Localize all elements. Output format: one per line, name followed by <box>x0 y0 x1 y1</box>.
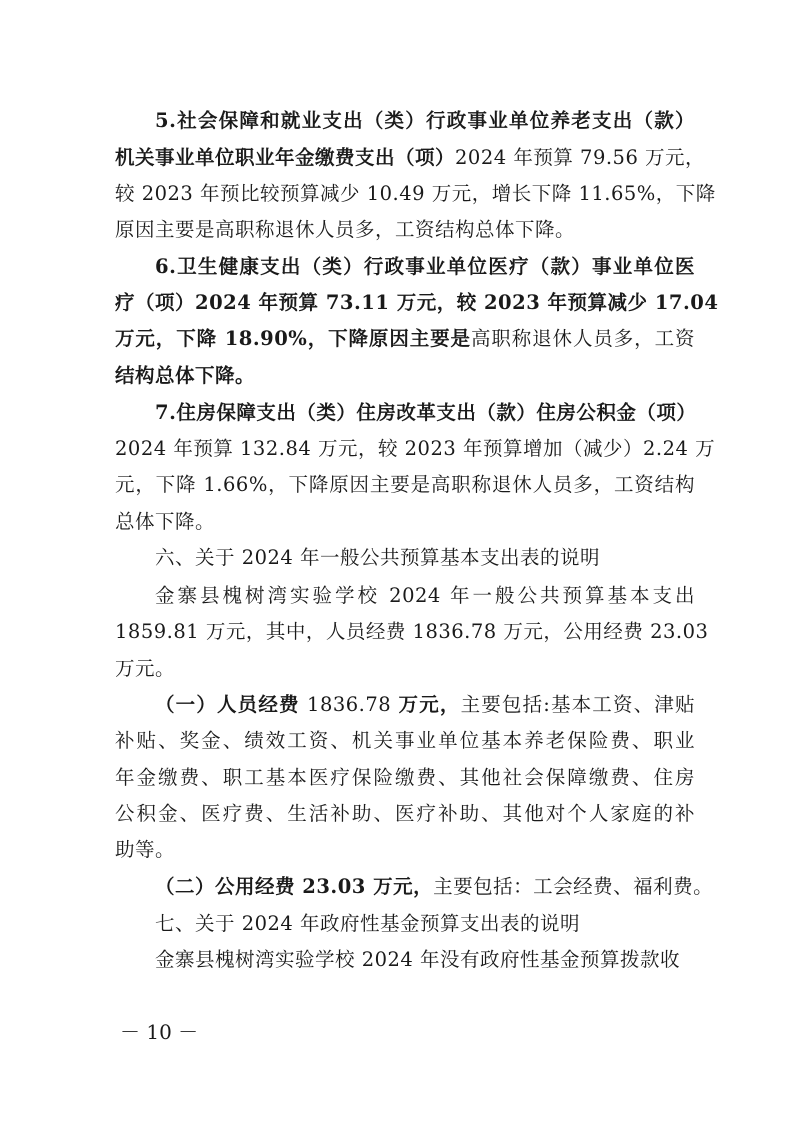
text-run: 2024 年预算 132.84 万元，较 2023 年预算增加（减少）2.24 万 <box>115 437 716 460</box>
bold-text-run: 7.住房保障支出（类）住房改革支出（款）住房公积金（项） <box>155 401 697 424</box>
bold-text-run: 6.卫生健康支出（类）行政事业单位医疗（款）事业单位医 <box>155 255 695 278</box>
text-run: 助等。 <box>115 838 176 861</box>
text-run: 较 2023 年预比较预算减少 10.49 万元，增长下降 11.65%，下降 <box>115 182 716 205</box>
text-line <box>115 433 716 465</box>
text-run: 2024 年预算 79.56 万元， <box>455 146 706 169</box>
text-run: 六、关于 2024 年一般公共预算基本支出表的说明 <box>155 546 601 569</box>
text-line <box>155 542 695 574</box>
bold-text-run: （二）公用经费 23.03 万元， <box>155 875 434 898</box>
text-line <box>115 762 695 794</box>
text-line <box>155 871 714 903</box>
text-line <box>115 469 695 501</box>
bold-text-run: 结构总体下降。 <box>115 364 256 387</box>
text-line <box>155 397 695 429</box>
text-line <box>115 178 716 210</box>
text-line <box>115 653 695 685</box>
text-line <box>155 251 695 283</box>
text-line <box>155 689 695 721</box>
text-line <box>155 908 695 940</box>
text-line <box>115 142 706 174</box>
text-line <box>155 580 695 612</box>
text-run: 1859.81 万元，其中，人员经费 1836.78 万元，公用经费 23.03 <box>115 620 709 643</box>
text-run: 高职称退休人员多，工资 <box>470 327 695 350</box>
text-run: 补贴、奖金、绩效工资、机关事业单位基本养老保险费、职业 <box>115 729 695 752</box>
text-run: 1836.78 <box>299 693 399 716</box>
text-line <box>115 214 695 246</box>
page-number: － 10 － <box>120 1020 199 1044</box>
text-run: 元，下降 1.66%，下降原因主要是高职称退休人员多，工资结构 <box>115 473 695 496</box>
bold-text-run: 机关事业单位职业年金缴费支出（项） <box>115 146 456 169</box>
text-run: 主要包括：工会经费、福利费。 <box>433 875 714 898</box>
text-line <box>155 105 695 137</box>
bold-text-run: 5.社会保障和就业支出（类）行政事业单位养老支出（款） <box>155 109 695 132</box>
text-line <box>115 834 695 866</box>
bold-text-run: 万元，下降 18.90%，下降原因主要是 <box>115 327 471 350</box>
text-run: 金寨县槐树湾实验学校 2024 年没有政府性基金预算拨款收 <box>155 948 681 971</box>
text-line <box>115 287 719 319</box>
text-line <box>115 360 695 392</box>
bold-text-run: 疗（项）2024 年预算 73.11 万元，较 2023 年预算减少 17.04 <box>115 291 719 314</box>
bold-text-run: （一）人员经费 <box>155 693 300 716</box>
text-run: 金寨县槐树湾实验学校 2024 年一般公共预算基本支出 <box>155 584 695 607</box>
text-run: 万元。 <box>115 657 176 680</box>
text-line <box>155 944 695 976</box>
text-line <box>115 616 709 648</box>
text-run: 原因主要是高职称退休人员多，工资结构总体下降。 <box>115 218 576 241</box>
text-line <box>115 323 695 355</box>
text-run: 七、关于 2024 年政府性基金预算支出表的说明 <box>155 912 581 935</box>
text-run: 公积金、医疗费、生活补助、医疗补助、其他对个人家庭的补 <box>115 802 695 825</box>
text-line <box>115 798 695 830</box>
text-line <box>115 506 695 538</box>
text-run: 总体下降。 <box>115 510 216 533</box>
bold-text-run: 万元， <box>398 693 461 716</box>
text-run: 主要包括:基本工资、津贴 <box>460 693 695 716</box>
text-line <box>115 725 695 757</box>
text-run: 年金缴费、职工基本医疗保险缴费、其他社会保障缴费、住房 <box>115 766 695 789</box>
